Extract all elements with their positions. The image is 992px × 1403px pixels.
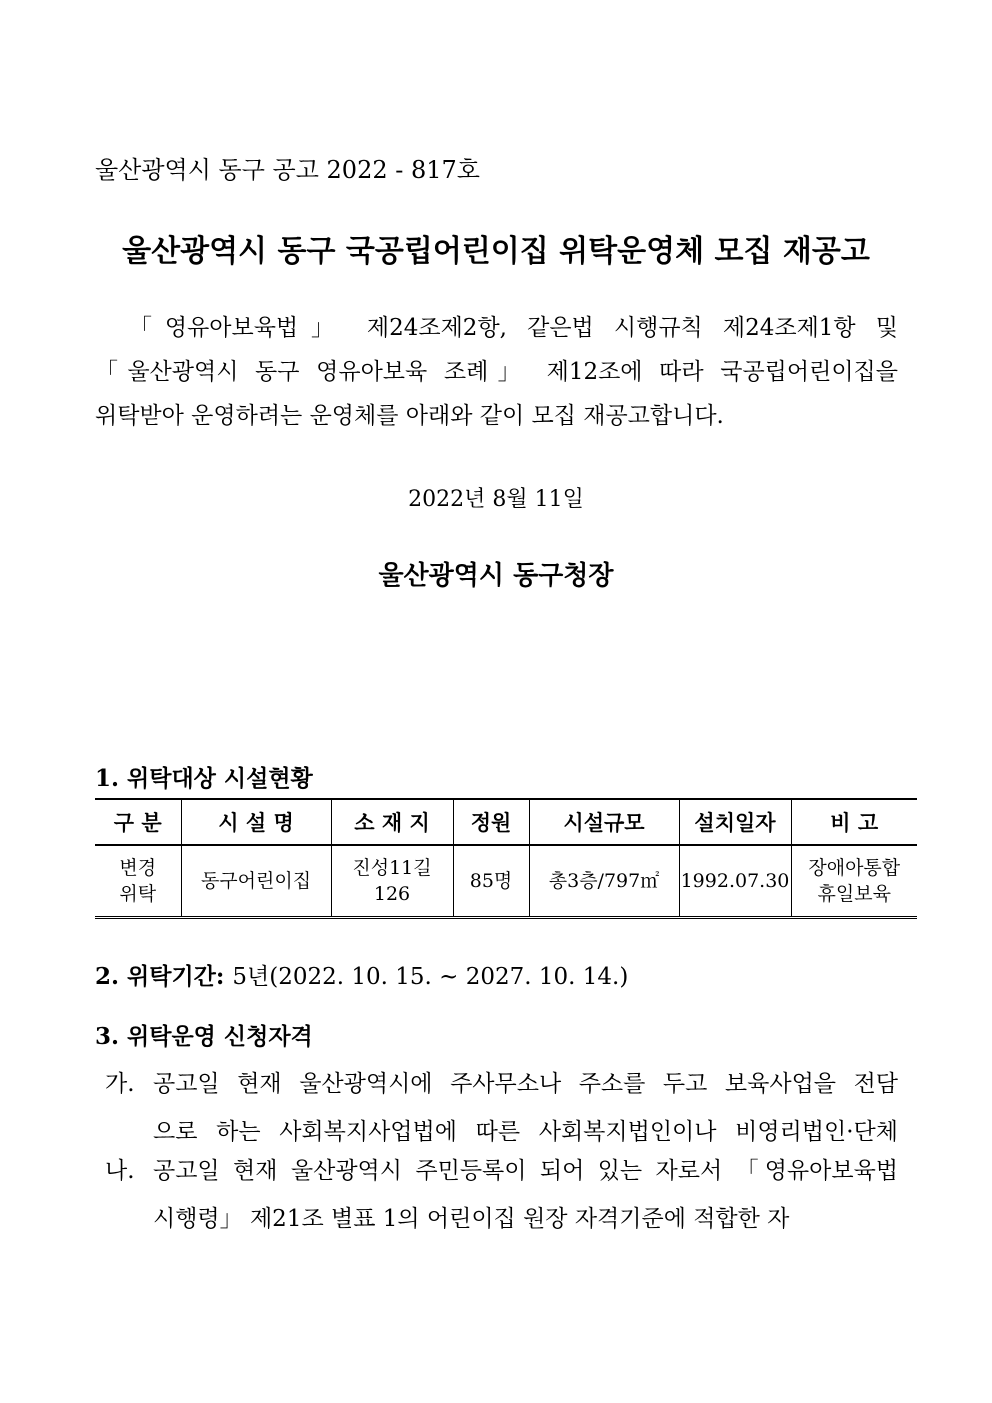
section-heading-period	[95, 958, 628, 991]
column-header: 설치일자	[679, 799, 791, 845]
issuer-name: 울산광역시 동구청장	[378, 561, 614, 591]
column-header: 정원	[453, 799, 529, 845]
cell-line: 장애아통합	[808, 857, 901, 879]
notice-number: 울산광역시 동구 공고 2022 - 817호	[95, 156, 480, 184]
section-heading-facility: 1. 위탁대상 시설현황	[95, 765, 313, 792]
cell-line: 126	[373, 883, 411, 905]
eligibility-item	[105, 1147, 898, 1243]
intro-line: 「울산광역시 동구 영유아보육 조례」 제12조에 따라 국공립어린이집을	[95, 359, 898, 385]
cell-size: 총3층/797㎡	[529, 845, 679, 918]
cell-note	[791, 845, 917, 918]
column-header: 소 재 지	[331, 799, 453, 845]
intro-line: 「영유아보육법」 제24조제2항, 같은법 시행규칙 제24조제1항 및	[129, 315, 898, 341]
notice-date: 2022년 8월 11일	[408, 487, 584, 512]
table-header-row	[95, 799, 917, 845]
cell-category	[95, 845, 181, 918]
cell-line: 진성11길	[352, 857, 432, 879]
cell-location	[331, 845, 453, 918]
cell-capacity: 85명	[453, 845, 529, 918]
column-header: 시설규모	[529, 799, 679, 845]
cell-line: 변경	[119, 857, 157, 879]
cell-line: 휴일보육	[817, 883, 891, 905]
item-marker: 나.	[105, 1158, 135, 1184]
section-heading-eligibility: 3. 위탁운영 신청자격	[95, 1023, 313, 1050]
column-header: 시 설 명	[181, 799, 331, 845]
column-header: 비 고	[791, 799, 917, 845]
eligibility-item	[105, 1060, 898, 1156]
cell-install-date: 1992.07.30	[679, 845, 791, 918]
intro-paragraph	[95, 306, 898, 438]
item-marker: 가.	[105, 1071, 135, 1097]
period-label: 2. 위탁기간:	[95, 963, 225, 990]
item-line: 공고일 현재 울산광역시에 주사무소나 주소를 두고 보육사업을 전담	[153, 1071, 899, 1097]
intro-line: 위탁받아 운영하려는 운영체를 아래와 같이 모집 재공고합니다.	[95, 403, 724, 429]
page-title: 울산광역시 동구 국공립어린이집 위탁운영체 모집 재공고	[122, 234, 870, 269]
table-row	[95, 845, 917, 918]
period-value: 5년(2022. 10. 15. ~ 2027. 10. 14.)	[232, 964, 629, 990]
cell-facility-name: 동구어린이집	[181, 845, 331, 918]
item-line: 시행령」 제21조 별표 1의 어린이집 원장 자격기준에 적합한 자	[153, 1206, 790, 1232]
facility-table	[95, 798, 917, 919]
item-line: 공고일 현재 울산광역시 주민등록이 되어 있는 자로서 「영유아보육법	[153, 1158, 898, 1184]
item-line: 으로 하는 사회복지사업법에 따른 사회복지법인이나 비영리법인·단체	[153, 1119, 898, 1145]
column-header: 구 분	[95, 799, 181, 845]
cell-line: 위탁	[119, 883, 157, 905]
